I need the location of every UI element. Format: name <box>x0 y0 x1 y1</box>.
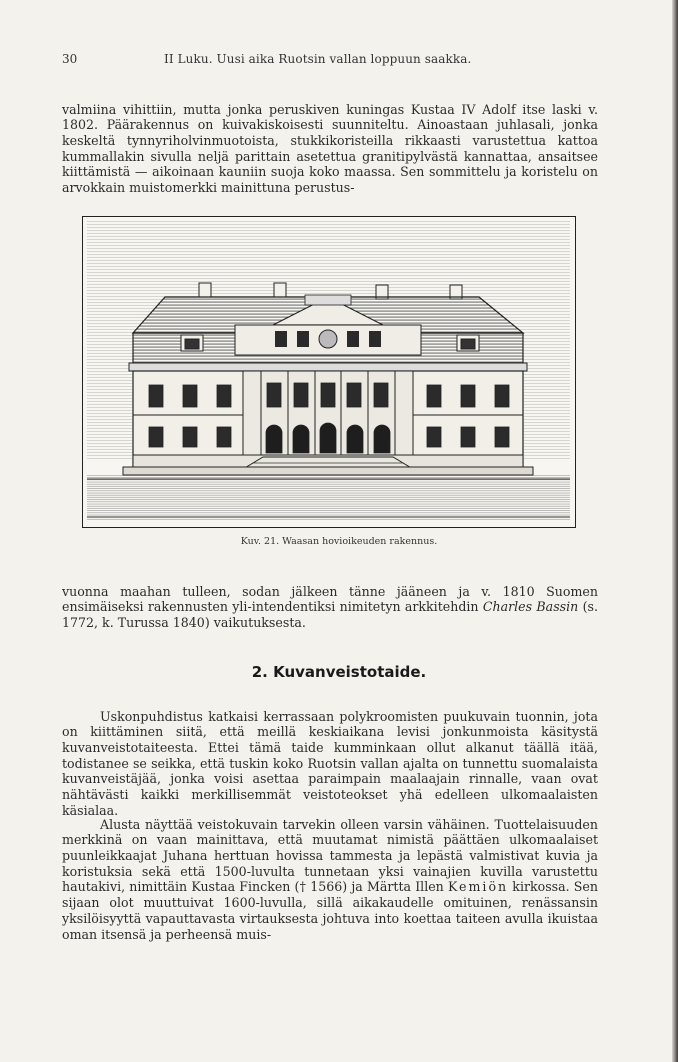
paragraph-sculpture-text-b: kirkossa. Sen sijaan olot muuttuivat 1600-luvulla, sillä aikakaudelle omituinen, renässansin yksilöisyyttä vapauttavasta virtauksesta johtuva into koettaa taiteen avulla ikuistaa oman itsensä ja perheensä muis- <box>62 879 598 942</box>
architect-name: Charles Bassin <box>482 599 579 615</box>
building-engraving <box>83 217 574 526</box>
page-edge-shadow <box>672 0 678 1062</box>
running-title: II Luku. Uusi aika Ruotsin vallan loppuun saakka. <box>164 52 472 66</box>
building-illustration <box>82 216 576 528</box>
paragraph-bassin-text-b: (s. 1772, k. Turussa 1840) vaikutuksesta. <box>62 599 598 630</box>
paragraph-sculpture <box>62 817 598 943</box>
place-name-spaced: Kemiön <box>447 879 509 895</box>
paragraph-bassin <box>62 584 598 631</box>
figure-caption: Kuv. 21. Waasan hovioikeuden rakennus. <box>240 536 438 547</box>
section-title: 2. Kuvanveistotaide. <box>251 663 427 681</box>
page-number: 30 <box>62 52 78 66</box>
paragraph-intro: valmiina vihittiin, mutta jonka peruskiven kuningas Kustaa IV Adolf itse laski v. 1802. Päärakennus on kuivakiskoisesti suunniteltu. Ainoastaan juhlasali, jonka keskeltä tynnyriholvinmuotoista, stukkikoristeilla rikkaasti varustettua kattoa kummallakin sivulla neljä parittain asetettua granitipylvästä kannattaa, ansaitsee kiittämistä — aikoinaan kauniin suoja koko maassa. Sen sommittelu ja koristelu on arvokkain muistomerkki mainittuna perustus- <box>62 101 598 196</box>
paragraph-sculpture-text-a: Alusta näyttää veistokuvain tarvekin olleen varsin vähäinen. Tuottelaisuuden merkkinä on vaan mainittava, että muutamat nimistä päättäen ulkomaalaiset puunleikkaajat Juhana herttuan hovissa tammesta ja lepästä valmistivat kuvia ja koristuksia sekä että 1500-luvulta tunnetaan yksi vainajien kuvilla varustettu hautakivi, nimittäin Kustaa Fincken († 1566) ja Märtta Illen <box>62 816 598 895</box>
paragraph-reformation: Uskonpuhdistus katkaisi kerrassaan polykroomisten puukuvain tuonnin, jota on kiittäminen siitä, että meillä keskiaikana levisi jonkunmoista käsitystä kuvanveistotaiteesta. Ettei tämä taide kumminkaan ollut alkanut täällä itää, todistanee se seikka, että tuskin koko Ruotsin vallan ajalta on tunnettu suomalaista kuvanveistäjää, jonka voisi asettaa paraimpain maalaajain rinnalle, vaan ovat nähtävästi kaikki merkillisemmät veistoteokset yhä edelleen ulkomaalaisten käsialaa. <box>62 708 598 818</box>
paragraph-bassin-text-a: vuonna maahan tulleen, sodan jälkeen tänne jääneen ja v. 1810 Suomen ensimäiseksi rakennusten yli-intendentiksi nimitetyn arkkitehdin <box>62 583 598 615</box>
